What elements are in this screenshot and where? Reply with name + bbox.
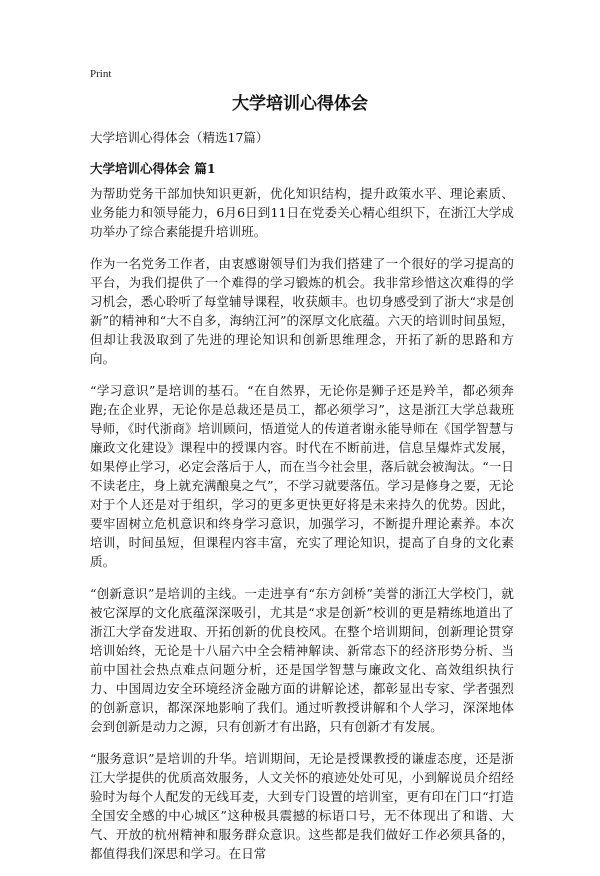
paragraph-4: “创新意识”是培训的主线。一走进享有“东方剑桥”美誉的浙江大学校门，就被它深厚的文化底蕴深深吸引，尤其是“求是创新”校训的更是精练地道出了浙江大学奋发进取、开拓创新的优良校风。在整个培训期间，创新理论贯穿培训始终，无论是十八届六中全会精神解读、新常态下的经济形势分析、当前中国社会热点难点问题分析，还是国学智慧与廉政文化、高效组织执行力、中国周边安全环境经济金融方面的讲解论述，都彰显出专家、学者强烈的创新意识，都深深地影响了我们。通过听教授讲解和个人学习，深深地体会到创新是动力之源，只有创新才有出路，只有创新才有发展。: [90, 586, 514, 734]
paragraph-2: 作为一名党务工作者，由衷感谢领导们为我们搭建了一个很好的学习提高的平台，为我们提供了一个难得的学习锻炼的机会。我非常珍惜这次难得的学习机会，悉心聆听了每堂辅导课程，收获颇丰。也切身感受到了浙大“求是创新”的精神和“大不自多，海纳江河”的深厚文化底蕴。六天的培训时间虽短，但却让我汲取到了先进的理论知识和创新思维理念，开拓了新的思路和方向。: [90, 256, 514, 366]
section-heading: 大学培训心得体会 篇1: [90, 161, 216, 176]
paragraph-3: “学习意识”是培训的基石。“在自然界，无论你是狮子还是羚羊，都必须奔跑;在企业界，无论你是总裁还是员工，都必须学习”，这是浙江大学总裁班导师，《时代浙商》培训顾问，悟道觉人的传道者谢永能导师在《国学智慧与廉政文化建设》课程中的授课内容。时代在不断前进，信息呈爆炸式发展，如果停止学习，必定会落后于人，而在当今社会里，落后就会被淘汰。“一日不读老庄，身上就充满酿臭之气”，不学习就要落伍。学习是修身之要，无论对于个人还是对于组织，学习的更多更快更好将是未来持久的优势。因此，要牢固树立危机意识和终身学习意识，加强学习，不断提升理论素养。本次培训，时间虽短，但课程内容丰富，充实了理论知识，提高了自身的文化素质。: [90, 383, 514, 569]
paragraph-5: “服务意识”是培训的升华。培训期间，无论是授课教授的谦虚态度，还是浙江大学提供的优质高效服务，人文关怀的痕迹处处可见，小到解说员介绍经验时为每个人配发的无线耳麦，大到专门设置的培训室，更有印在门口“打造全国安全感的中心城区”这种极具震撼的标语口号，无不体现出了和谐、大气、开放的杭州精神和服务群众意识。这些都是我们做好工作必须具备的，都值得我们深思和学习。在日常: [90, 751, 514, 861]
print-link[interactable]: Print: [90, 68, 112, 80]
body-text: [90, 184, 514, 876]
paragraph-1: 为帮助党务干部加快知识更新，优化知识结构，提升政策水平、理论素质、业务能力和领导能力，6月6日到11日在党委关心精心组织下，在浙江大学成功举办了综合素能提升培训班。: [90, 186, 514, 239]
document-title: 大学培训心得体会: [232, 94, 368, 114]
document-subtitle: 大学培训心得体会（精选17篇）: [90, 130, 269, 145]
